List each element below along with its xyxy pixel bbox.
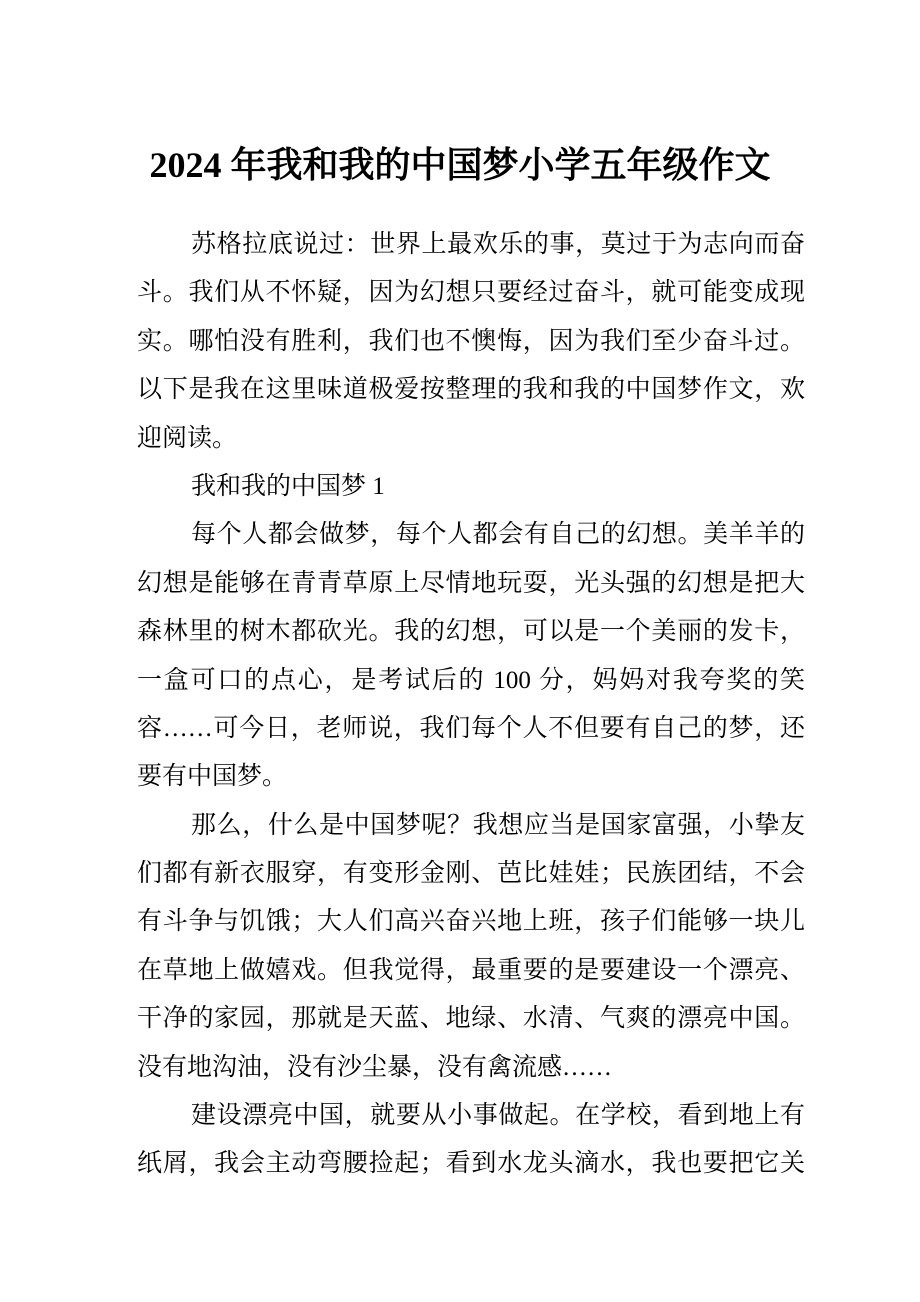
paragraph xyxy=(137,511,805,801)
paragraph xyxy=(137,221,805,463)
text-line: 纸屑，我会主动弯腰捡起；看到水龙头滴水，我也要把它关 xyxy=(137,1150,805,1178)
text-line: 干净的家园，那就是天蓝、地绿、水清、气爽的漂亮中国。 xyxy=(137,1005,805,1033)
text-line: 有斗争与饥饿；大人们高兴奋兴地上班，孩子们能够一块儿 xyxy=(137,908,805,936)
text-line: 森林里的树木都砍光。我的幻想，可以是一个美丽的发卡， xyxy=(137,618,805,646)
text-line: 每个人都会做梦，每个人都会有自己的幻想。美羊羊的 xyxy=(191,521,805,549)
text-line: 们都有新衣服穿，有变形金刚、芭比娃娃；民族团结，不会 xyxy=(137,860,805,888)
text-line: 我和我的中国梦 1 xyxy=(191,472,385,500)
text-line: 那么，什么是中国梦呢？我想应当是国家富强，小挚友 xyxy=(191,811,805,839)
text-line: 建设漂亮中国，就要从小事做起。在学校，看到地上有 xyxy=(191,1102,805,1130)
paragraph xyxy=(137,802,805,1092)
text-line: 在草地上做嬉戏。但我觉得，最重要的是要建设一个漂亮、 xyxy=(137,956,805,984)
text-line: 没有地沟油，没有沙尘暴，没有禽流感…… xyxy=(137,1053,613,1081)
text-line: 一盒可口的点心，是考试后的 100 分，妈妈对我夸奖的笑 xyxy=(137,666,805,694)
text-line: 以下是我在这里味道极爱按整理的我和我的中国梦作文，欢 xyxy=(137,376,805,404)
text-line: 容……可今日，老师说，我们每个人不但要有自己的梦，还 xyxy=(137,714,805,742)
text-line: 斗。我们从不怀疑，因为幻想只要经过奋斗，就可能变成现 xyxy=(137,279,805,307)
text-line: 要有中国梦。 xyxy=(137,763,288,791)
text-line: 幻想是能够在青青草原上尽情地玩耍，光头强的幻想是把大 xyxy=(137,569,805,597)
text-line: 实。哪怕没有胜利，我们也不懊悔，因为我们至少奋斗过。 xyxy=(137,327,805,355)
text-line: 苏格拉底说过：世界上最欢乐的事，莫过于为志向而奋 xyxy=(191,231,805,258)
paragraph xyxy=(137,463,805,511)
paragraph xyxy=(137,1092,805,1189)
document-body xyxy=(137,221,805,1189)
text-line: 迎阅读。 xyxy=(137,424,238,452)
document-title: 2024 年我和我的中国梦小学五年级作文 xyxy=(149,145,771,185)
